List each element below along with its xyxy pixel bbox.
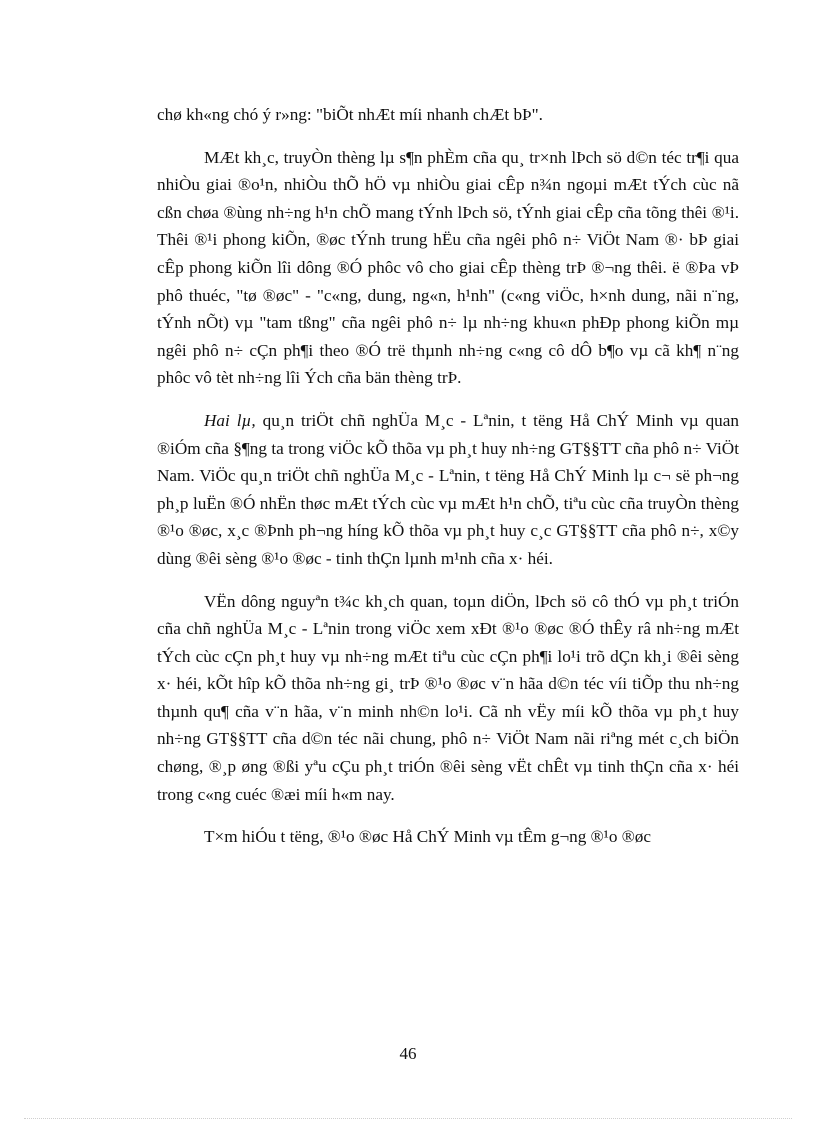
page-bottom-divider [24, 1118, 792, 1119]
paragraph-2 [157, 144, 739, 392]
paragraph-3-text: qu¸n triÖt chñ nghÜa M¸c - Lªnin, t tëng Hå ChÝ Minh vµ quan ®iÓm cña §¶ng ta trong viÖc kÕ thõa vµ ph¸t huy nh÷ng GT§§TT cña phô n÷ ViÖt Nam. ViÖc qu¸n triÖt chñ nghÜa M¸c - Lªnin, t tëng Hå ChÝ Minh lµ c¬ së ph¬ng ph¸p luËn ®Ó nhËn thøc mÆt tÝch cùc vµ mÆt h¹n chÕ, tiªu cùc cña truyÒn thèng ®¹o ®øc, x¸c ®Þnh ph¬ng híng kÕ thõa vµ ph¸t huy c¸c GT§§TT cña phô n÷, x©y dùng ®êi sèng ®¹o ®øc - tinh thÇn lµnh m¹nh cña x· héi. [157, 410, 739, 568]
paragraph-4 [157, 588, 739, 809]
body-text [157, 101, 739, 866]
paragraph-5 [157, 823, 739, 851]
paragraph-2-text: MÆt kh¸c, truyÒn thèng lµ s¶n phÈm cña qu¸ tr×nh lÞch sö d©n téc tr¶i qua nhiÒu giai ®o¹n, nhiÒu thÕ hÖ vµ nhiÒu giai cÊp n¾n ngoµi mÆt tÝch cùc nã cßn chøa ®ùng nh÷ng h¹n chÕ mang tÝnh lÞch sö, tÝnh giai cÊp cña tõng thêi ®¹i. Thêi ®¹i phong kiÕn, ®øc tÝnh trung hËu cña ngêi phô n÷ ViÖt Nam ®· bÞ giai cÊp phong kiÕn lîi dông ®Ó phôc vô cho giai cÊp thèng trÞ ®¬ng thêi. ë ®Þa vÞ phô thuéc, "tø ®øc" - "c«ng, dung, ng«n, h¹nh" (c«ng viÖc, h×nh dung, nãi n¨ng, tÝnh nÕt) vµ "tam tßng" cña ngêi phô n÷ lµ nh÷ng khu«n phÐp phong kiÕn mµ ngêi phô n÷ cÇn ph¶i theo ®Ó trë thµnh nh÷ng c«ng cô dÔ b¶o vµ cã kh¶ n¨ng phôc vô tèt nh÷ng lîi Ých cña bän thèng trÞ. [157, 147, 739, 388]
paragraph-1-text: chø kh«ng chó ý r»ng: "biÕt nhÆt míi nhanh chÆt bÞ". [157, 105, 543, 124]
paragraph-1 [157, 101, 739, 129]
paragraph-3-lead: Hai lµ, [204, 410, 256, 430]
page-number: 46 [399, 1044, 417, 1063]
paragraph-5-text: T×m hiÓu t tëng, ®¹o ®øc Hå ChÝ Minh vµ tÊm g¬ng ®¹o ®øc [204, 827, 652, 847]
paragraph-4-text: VËn dông nguyªn t¾c kh¸ch quan, toµn diÖn, lÞch sö cô thÓ vµ ph¸t triÓn cña chñ nghÜa M¸c - Lªnin trong viÖc xem xÐt ®¹o ®øc ®Ó thÊy râ nh÷ng mÆt tÝch cùc cÇn ph¸t huy vµ nh÷ng mÆt tiªu cùc cÇn ph¶i lo¹i trõ dÇn kh¸i ®êi sèng x· héi, kÕt hîp kÕ thõa nh÷ng gi¸ trÞ ®¹o ®øc v¨n hãa d©n téc víi tiÕp thu nh÷ng thµnh qu¶ cña v¨n hãa, v¨n minh nh©n lo¹i. Cã nh vËy míi kÕ thõa vµ ph¸t huy nh÷ng GT§§TT cña d©n téc nãi chung, phô n÷ ViÖt Nam nãi riªng mét c¸ch biÖn chøng, ®¸p øng ®ßi yªu cÇu ph¸t triÓn ®êi sèng vËt chÊt vµ tinh thÇn cña x· héi trong c«ng cuéc ®æi míi h«m nay. [157, 591, 739, 804]
paragraph-3 [157, 407, 739, 573]
